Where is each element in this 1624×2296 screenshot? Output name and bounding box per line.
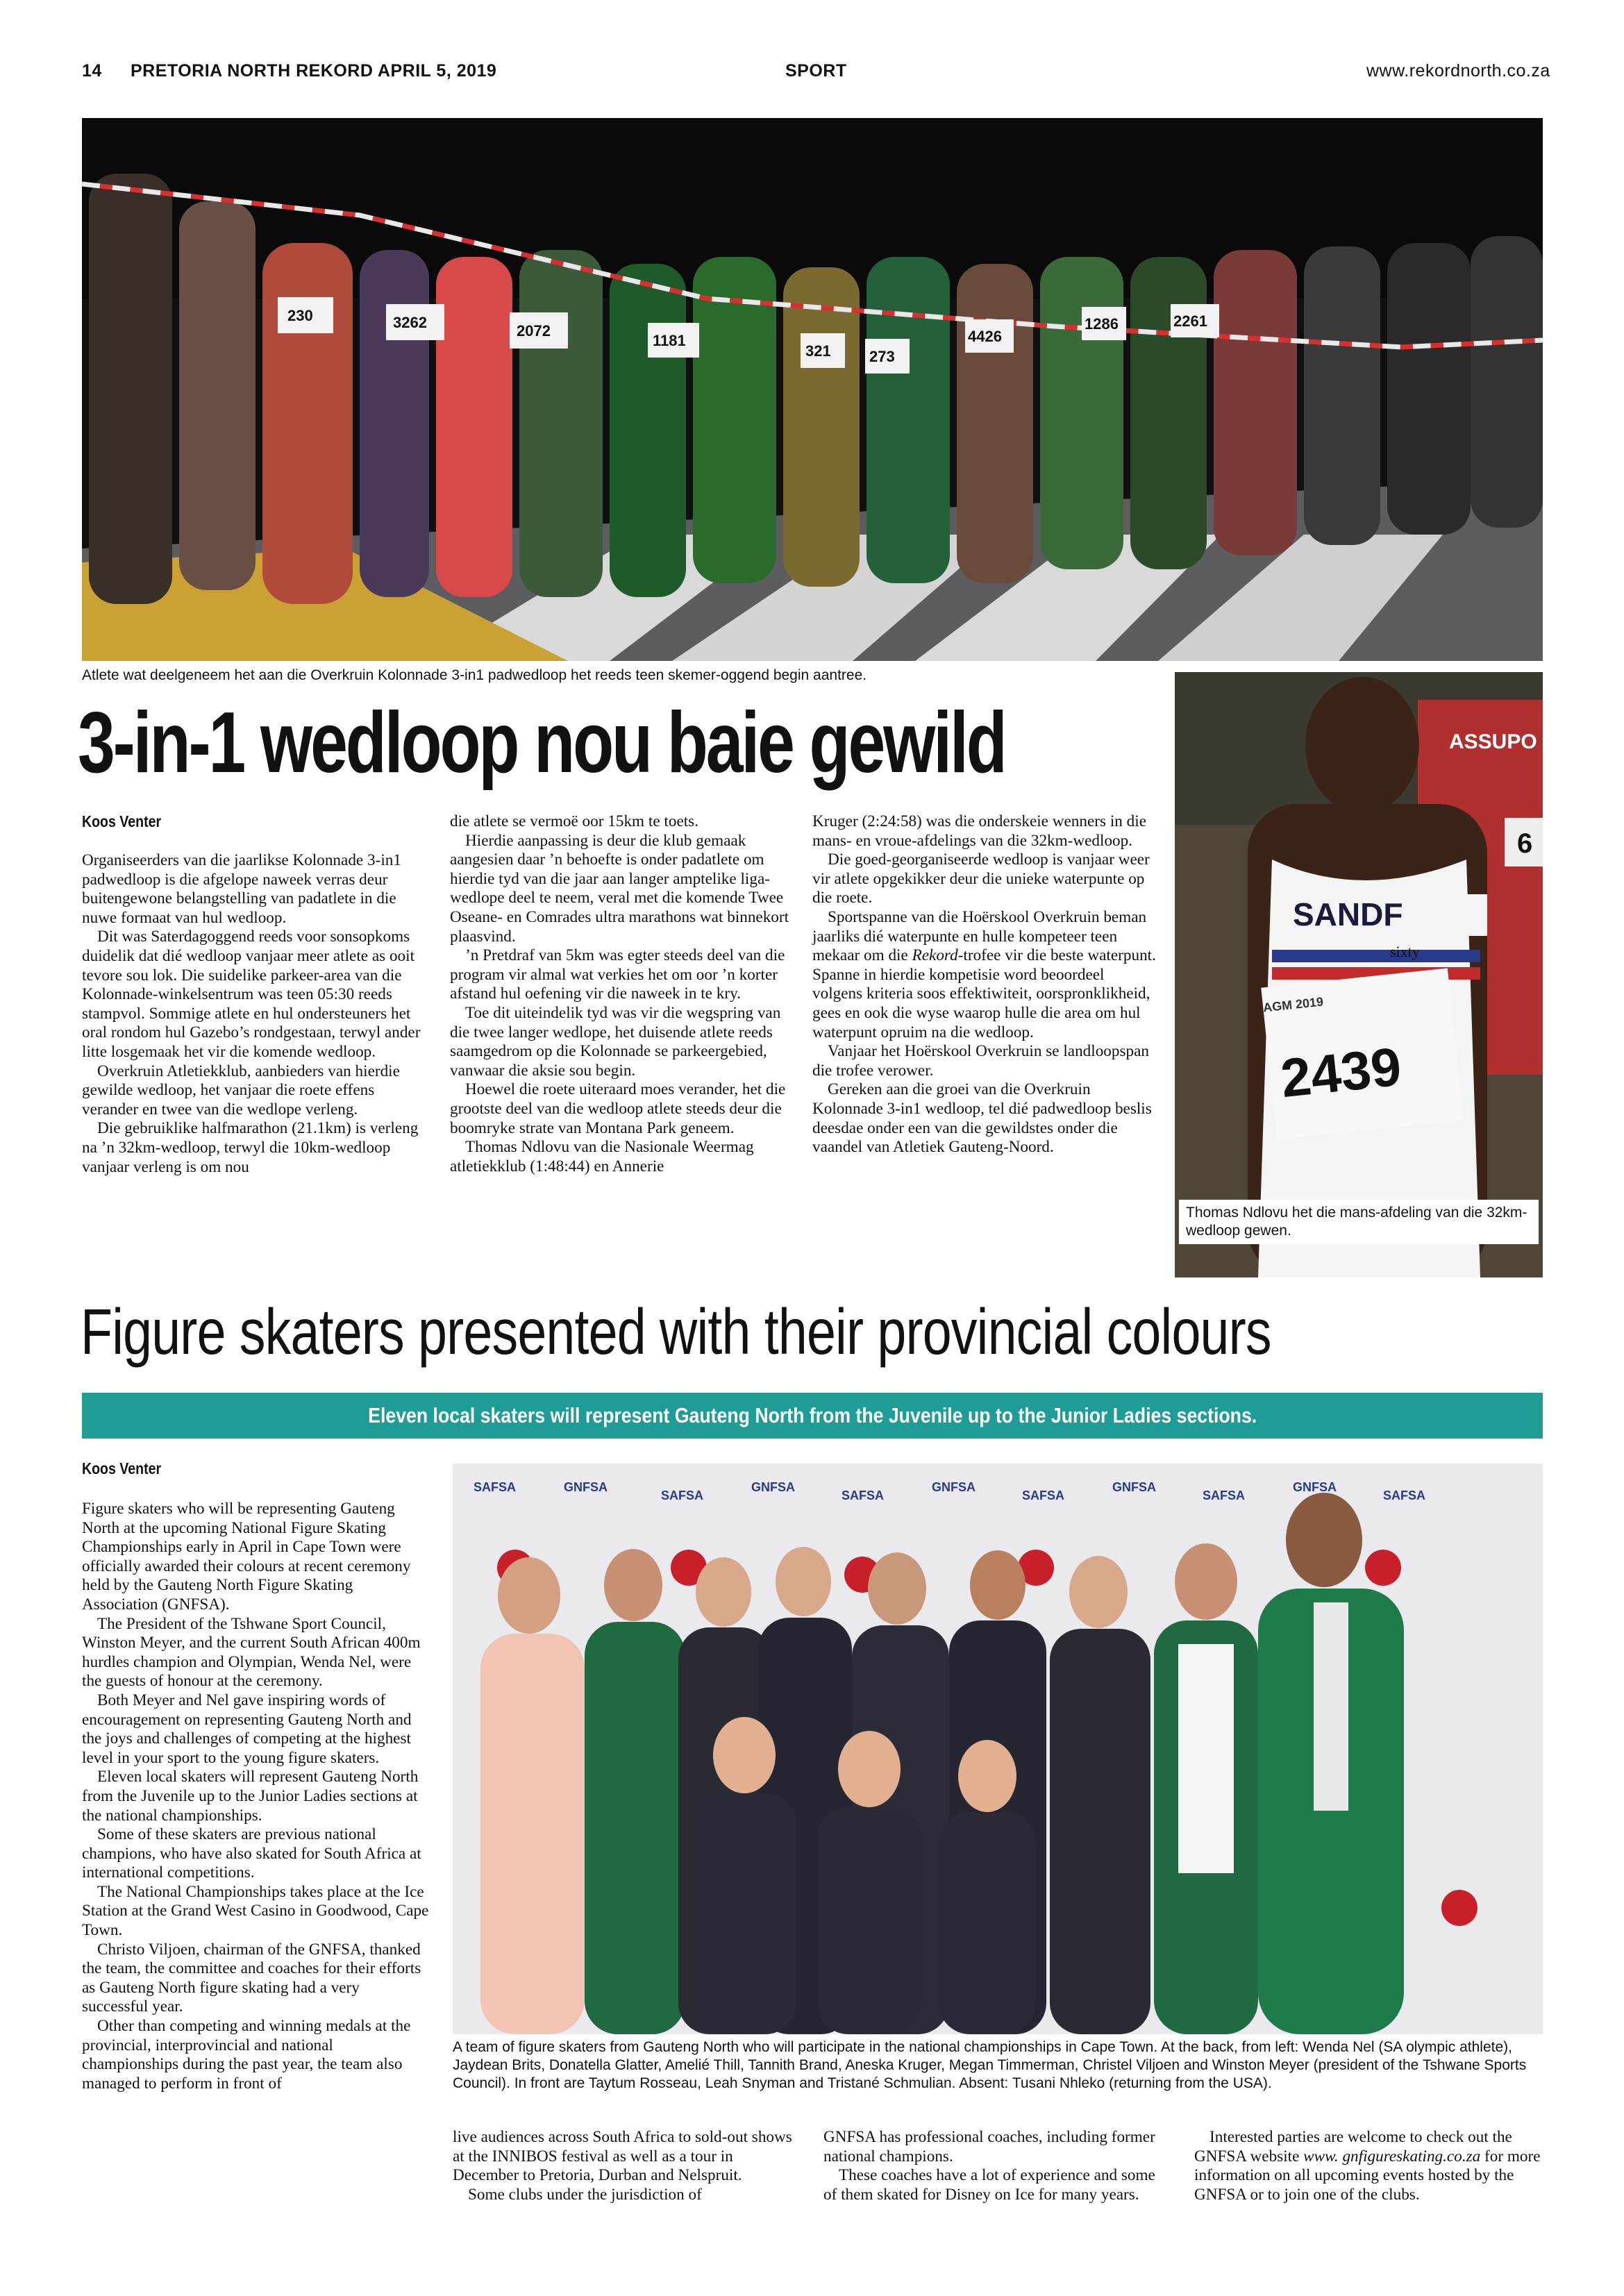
backdrop-logo: SAFSA [1022,1489,1065,1502]
backdrop-logo: GNFSA [932,1480,976,1494]
vest-sandf: SANDF [1293,896,1403,932]
bib-9: 2261 [1173,312,1207,330]
article2-subhead: Eleven local skaters will represent Gauteng North from the Juvenile up to the Junior Ladies sections. [367,1403,1257,1427]
rekord-italic: Rekord [912,946,958,965]
winner-photo-caption: Thomas Ndlovu het die mans-afdeling van die 32km-wedloop gewen. [1179,1200,1539,1244]
bg-sign-assupo: ASSUPO [1449,730,1537,753]
paragraph: Christo Viljoen, chairman of the GNFSA, thanked the team, the committee and coaches for their efforts as Gauteng North figure skating had a very successful year. [82,1940,421,2016]
bib-4: 1181 [653,332,686,349]
paragraph: GNFSA has professional coaches, including former national champions. [823,2128,1155,2165]
paragraph: Kruger (2:24:58) was die onderskeie wenners in die mans- en vroue-afdelings van die 32km-wedloop. [812,812,1146,850]
article2-column-4 [1194,2128,1543,2204]
winner-runner-photo [1175,672,1543,1277]
paragraph: Die gebruiklike halfmarathon (21.1km) is verleng na ’n 32km-wedloop, terwyl die 10km-wedloop vanjaar verleng is om nou [82,1119,419,1176]
article2-column-3 [823,2128,1171,2204]
paragraph: die atlete se vermoë oor 15km te toets. [450,812,699,830]
paragraph: Toe dit uiteindelik tyd was vir die wegspring van die twee langer wedlope, het duisende atlete reeds saamgedrom op die Kolonnade se parkeergebied, vanwaar die aksie sou begin. [450,1003,781,1080]
top-photo-caption: Atlete wat deelgeneem het aan die Overkruin Kolonnade 3-in1 padwedloop het reeds teen skemer-oggend begin aantree. [82,667,867,683]
article1-column-3 [812,812,1156,1157]
paragraph: ’n Pretdraf van 5km was egter steeds deel van die program vir almal wat verkies het om oor ’n korter afstand hul oefening vir die naweek in te kry. [450,946,785,1003]
article2-headline: Figure skaters presented with their provincial colours [81,1296,1271,1368]
backdrop-logo: GNFSA [751,1480,795,1494]
bib-2: 3262 [393,314,427,331]
paragraph: The National Championships takes place at the Ice Station at the Grand West Casino in Goodwood, Cape Town. [82,1882,429,1940]
bib-8: 1286 [1085,315,1119,333]
publication-name: PRETORIA NORTH REKORD APRIL 5, 2019 [131,61,497,81]
article1-headline: 3-in-1 wedloop nou baie gewild [78,695,1005,791]
skaters-photo-caption: A team of figure skaters from Gauteng North who will participate in the national championships in Cape Town. At the back, from left: Wenda Nel (SA olympic athlete), Jaydean Brits, Donatella Glatter, Amelié Thill, Tannith Brand, Aneska Kruger, Megan Timmerman, Christel Viljoen and Winston Meyer (president of the Tshwane Sports Council). In front are Taytum Rosseau, Leah Snyman and Tristané Schmulian. Absent: Tusani Nhleko (returning from the USA). [453,2039,1527,2091]
paragraph: Both Meyer and Nel gave inspiring words of encouragement on representing Gauteng North and the joys and challenges of competing at the highest level in your sport to the young figure skaters. [82,1691,412,1767]
backdrop-logo: SAFSA [661,1489,704,1502]
paragraph: Hierdie aanpassing is deur die klub gemaak aangesien daar ’n behoefte is onder padatlete om hierdie tyd van die jaar aan langer amptelike liga-wedlope deel te neem, veral met die komende Twee Oseane- en Comrades ultra marathons wat binnekort plaasvind. [450,831,789,946]
backdrop-logo: SAFSA [1203,1489,1246,1502]
paragraph: Organiseerders van die jaarlikse Kolonnade 3-in1 padwedloop is die afgelope naweek verras deur buitengewone belangstelling van padatlete in die nuwe formaat van hul wedloop. [82,851,401,927]
website-url: www.rekordnorth.co.za [1366,61,1550,81]
paragraph: Vanjaar het Hoërskool Overkruin se landloopspan die trofee verower. [812,1042,1149,1080]
page-number: 14 [82,61,102,81]
paragraph: live audiences across South Africa to sold-out shows at the INNIBOS festival as well as a tour in December to Pretoria, Durban and Nelspruit. [453,2128,792,2185]
bib-event: AGM 2019 [1262,994,1324,1015]
runner-bib-number: 2439 [1278,1035,1405,1109]
backdrop-logo: GNFSA [564,1480,608,1494]
paragraph: These coaches have a lot of experience and some of them skated for Disney on Ice for many years. [823,2166,1155,2204]
paragraph: Sportspanne van die Hoërskool Overkruin beman jaarliks dié waterpunte en hulle kompeteer teen mekaar om die Rekord-trofee vir die beste waterpunt. Spanne in hierdie kompetisie word beoordeel volgens kriteria soos effektiwiteit, oorspronklikheid, gees en ook die wyse waarop hulle die area om hul waterpunt opruim na die wedloop. [812,907,1156,1041]
vest-sponsor: sixty [1390,943,1420,960]
section-label: SPORT [785,61,847,81]
article2-column-2 [453,2128,800,2204]
paragraph: Some of these skaters are previous national champions, who have also skated for South Africa at international competitions. [82,1825,421,1882]
backdrop-logo: GNFSA [1293,1480,1337,1494]
article1-column-1 [82,851,426,1177]
paragraph: Die goed-georganiseerde wedloop is vanjaar weer vir atlete opgekikker deur die unieke waterpunte op die roete. [812,850,1150,907]
bib-6: 273 [869,348,895,365]
paragraph: Gereken aan die groei van die Overkruin Kolonnade 3-in1 wedloop, tel dié padwedloop beslis deesdae onder een van die gewildstes onder die vaandel van Atletiek Gauteng-Noord. [812,1080,1152,1157]
paragraph: Hoewel die roete uiteraard moes verander, het die grootste deel van die wedloop atlete steeds deur die boomryke strate van Montana Park geneem. [450,1080,786,1137]
paragraph: Some clubs under the jurisdiction of [468,2185,702,2204]
bib-5: 321 [805,342,831,360]
bib-1: 230 [287,307,313,324]
paragraph: The President of the Tshwane Sport Council, Winston Meyer, and the current South African 400m hurdles champion and Olympian, Wenda Nel, were the guests of honour at the ceremony. [82,1614,421,1691]
bib-3: 2072 [517,322,551,340]
top-race-start-photo [82,118,1543,661]
paragraph: Other than competing and winning medals at the provincial, interprovincial and national championships during the past year, the team also managed to perform in front of [82,2017,411,2093]
backdrop-logo: SAFSA [842,1489,885,1502]
article2-subhead-banner [82,1393,1543,1439]
article1-column-2 [450,812,794,1176]
paragraph: Dit was Saterdagoggend reeds voor sonsopkoms duidelik dat dié wedloop vanjaar meer atlete as ooit tevore sou lok. Die suidelike parkeer-area van die Kolonnade-winkelsentrum was teen 05:30 reeds stampvol. Sommige atlete en hul ondersteuners het oral rondom hul Gazebo’s rondgestaan, terwyl ander litte losgemaak het vir die komende wedloop. [82,928,421,1061]
paragraph: Interested parties are welcome to check out the GNFSA website www. gnfigureskating.co.za for more information on all upcoming events hosted by the GNFSA or to join one of the clubs. [1194,2128,1541,2204]
paragraph: Overkruin Atletiekklub, aanbieders van hierdie gewilde wedloop, het vanjaar die roete effens verander en twee van die wedlope verleng. [82,1062,400,1118]
article2-column-1 [82,1500,429,2093]
website-italic: www. gnfigureskating.co.za [1303,2147,1481,2165]
paragraph: Eleven local skaters will represent Gauteng North from the Juvenile up to the Junior Ladies sections at the national championships. [82,1768,419,1825]
paragraph: Thomas Ndlovu van die Nasionale Weermag atletiekklub (1:48:44) en Annerie [450,1138,754,1175]
backdrop-logo: GNFSA [1112,1480,1156,1494]
paragraph: Figure skaters who will be representing Gauteng North at the upcoming National Figure Skating Championships early in April in Cape Town were officially awarded their colours at recent ceremony held by the Gauteng North Figure Skating Association (GNFSA). [82,1500,411,1614]
bib-7: 4426 [968,328,1002,345]
bg-sign-6: 6 [1517,828,1533,859]
backdrop-logo: SAFSA [474,1480,517,1494]
skaters-team-photo [453,1464,1543,2034]
backdrop-logo: SAFSA [1383,1489,1426,1502]
article2-byline: Koos Venter [82,1459,162,1477]
article1-byline: Koos Venter [82,812,162,830]
